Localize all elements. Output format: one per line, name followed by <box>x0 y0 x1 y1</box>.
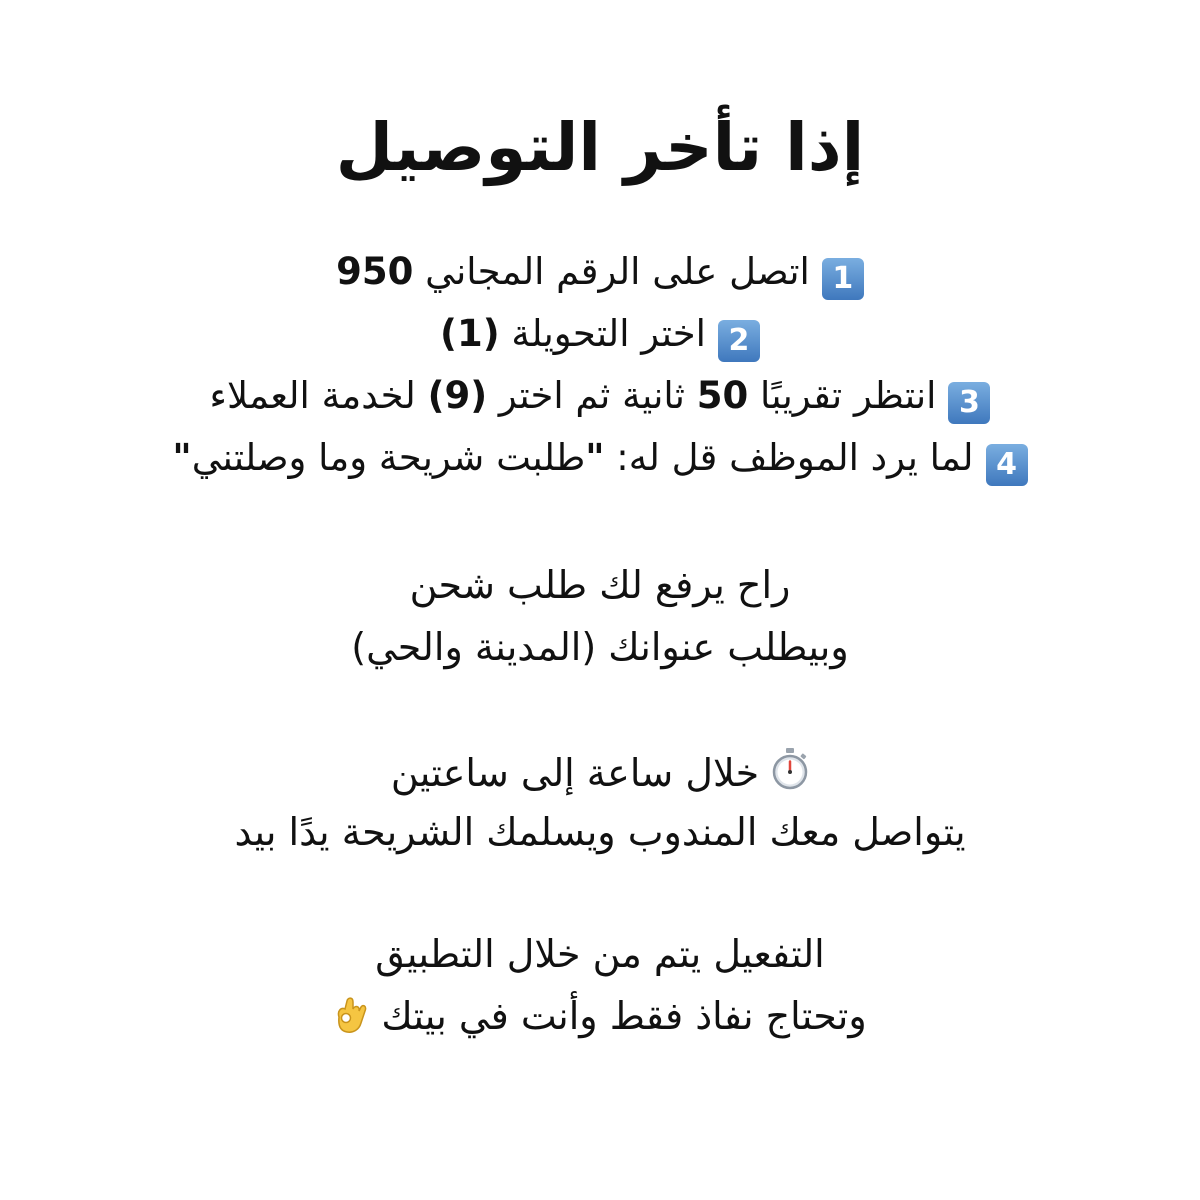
activation-line-2 <box>40 994 1160 1040</box>
keycap-1-icon: 1 <box>822 258 864 300</box>
shipping-line-1: راح يرفع لك طلب شحن <box>409 563 791 607</box>
step-3-text-b: ثانية ثم اختر <box>487 374 697 417</box>
step-3-text-c: لخدمة العملاء <box>209 374 428 417</box>
step-3 <box>40 374 1160 424</box>
shipping-line-2: وبيطلب عنوانك (المدينة والحي) <box>351 625 849 669</box>
step-4-text: لما يرد الموظف قل له: <box>604 436 974 479</box>
step-1-text: اتصل على الرقم المجاني <box>413 250 810 293</box>
step-4-quote-text: طلبت شريحة وما وصلتني <box>191 436 586 479</box>
keycap-3-icon: 3 <box>948 382 990 424</box>
step-3-text-a: انتظر تقريبًا <box>748 374 937 417</box>
step-2-extension: (1) <box>440 312 500 355</box>
timing-line-1 <box>40 748 1160 797</box>
timing-text-1: خلال ساعة إلى ساعتين <box>390 751 760 795</box>
activation-line-1: التفعيل يتم من خلال التطبيق <box>375 932 825 976</box>
stopwatch-icon <box>771 748 809 786</box>
step-4-close-quote: " <box>172 436 192 479</box>
page-title: إذا تأخر التوصيل <box>335 109 865 186</box>
keycap-4-icon: 4 <box>986 444 1028 486</box>
activation-text-2: وتحتاج نفاذ فقط وأنت في بيتك <box>381 994 867 1038</box>
ok-hand-icon <box>333 995 367 1035</box>
timing-line-2: يتواصل معك المندوب ويسلمك الشريحة يدًا بيد <box>234 810 966 854</box>
step-4 <box>40 436 1160 486</box>
step-4-open-quote: " <box>585 436 605 479</box>
step-1 <box>40 250 1160 300</box>
step-3-seconds: 50 <box>696 374 749 417</box>
step-2-text: اختر التحويلة <box>499 312 706 355</box>
step-1-number: 950 <box>336 250 414 293</box>
keycap-2-icon: 2 <box>718 320 760 362</box>
step-2 <box>40 312 1160 362</box>
step-3-option: (9) <box>427 374 488 417</box>
